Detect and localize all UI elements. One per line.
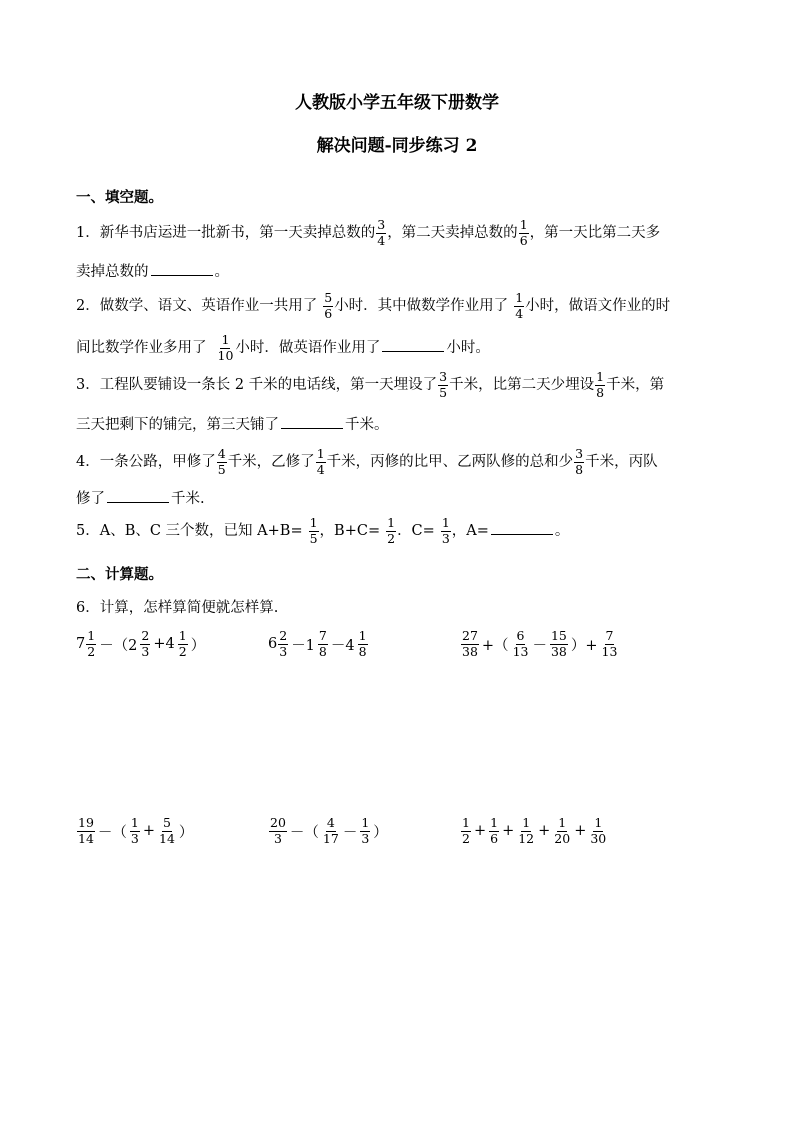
page-title: 人教版小学五年级下册数学 — [295, 93, 499, 113]
fraction: $\frac{5}{6}$ — [324, 290, 333, 321]
question-1-line-1 — [76, 219, 718, 247]
question-4-text: 4．一条公路，甲修了 — [76, 454, 216, 470]
question-3-text: 千米，第 — [606, 377, 665, 393]
fraction: $\frac{1}{5}$ — [309, 515, 318, 546]
question-3-text: 3．工程队要铺设一条长 2 千米的电话线，第一天埋设了 — [76, 377, 438, 393]
question-5-text: ，B+C= — [319, 523, 381, 539]
fraction: $\frac{1}{3}$ — [441, 515, 450, 546]
fraction: $\frac{1}{10}$ — [217, 332, 234, 363]
fraction: $\frac{3}{8}$ — [575, 446, 584, 477]
question-4-line-2 — [76, 487, 718, 508]
fraction: $\frac{2}{3}$ — [279, 628, 288, 659]
answer-blank[interactable] — [107, 490, 169, 503]
fraction: $\frac{1}{12}$ — [518, 815, 535, 846]
answer-blank[interactable] — [491, 522, 553, 535]
question-4-text: 千米，丙队 — [585, 454, 658, 470]
question-2-text: 小时，做语文作业的时 — [525, 298, 671, 314]
question-2-text: 小时．其中做数学作业用了 — [334, 298, 509, 314]
question-1-text: ，第二天卖掉总数的 — [387, 225, 518, 241]
question-2-text: 小时．做英语作业用了 — [235, 340, 381, 356]
fraction: $\frac{4}{17}$ — [322, 815, 339, 846]
fraction: $\frac{1}{4}$ — [316, 446, 325, 477]
question-2-text: 间比数学作业多用了 — [76, 340, 207, 356]
fraction: $\frac{15}{38}$ — [550, 628, 567, 659]
fraction: $\frac{20}{3}$ — [270, 815, 286, 846]
question-3-text: 三天把剩下的铺完，第三天铺了 — [76, 417, 279, 433]
calc-expression-4: $\frac{19}{14}$ －（ $\frac{1}{3}$ + $\frac{5}{14}$ ） — [78, 815, 194, 846]
question-5-text: 5．A、B、C 三个数，已知 A+B= — [76, 523, 303, 539]
fraction: $\frac{1}{4}$ — [515, 290, 524, 321]
question-5-text: ．C= — [397, 523, 435, 539]
question-4-line-1 — [76, 448, 718, 476]
question-2-text: 2．做数学、语文、英语作业一共用了 — [76, 298, 318, 314]
fraction: $\frac{1}{3}$ — [361, 815, 370, 846]
section-fill-blank-heading: 一、填空题。 — [76, 189, 163, 206]
fraction: $\frac{1}{2}$ — [178, 628, 187, 659]
fraction: $\frac{6}{13}$ — [512, 628, 529, 659]
calc-expression-6: $\frac{1}{2}$ + $\frac{1}{6}$ + $\frac{1}{12}$ + $\frac{1}{20}$ + $\frac{1}{30}$ — [462, 815, 607, 846]
question-5-line — [76, 517, 718, 545]
fraction: $\frac{1}{8}$ — [596, 369, 605, 400]
question-1-text: 。 — [214, 264, 229, 280]
fraction: $\frac{1}{2}$ — [87, 628, 96, 659]
fraction: $\frac{19}{14}$ — [78, 815, 94, 846]
question-2-line-1 — [76, 292, 718, 320]
fraction: $\frac{7}{13}$ — [601, 628, 618, 659]
fraction: $\frac{4}{5}$ — [217, 446, 226, 477]
fraction: $\frac{5}{14}$ — [159, 815, 175, 846]
fraction: $\frac{3}{4}$ — [377, 217, 386, 248]
fraction: $\frac{1}{6}$ — [490, 815, 499, 846]
question-6-instruction: 6．计算，怎样算简便就怎样算. — [76, 600, 279, 616]
fraction: $\frac{27}{38}$ — [462, 628, 478, 659]
calc-expression-1: 7 $\frac{1}{2}$ －（2 $\frac{2}{3}$ +4 $\frac{1}{2}$ ） — [76, 628, 206, 659]
question-1-line-2 — [76, 260, 718, 281]
section-calculation-heading: 二、计算题。 — [76, 566, 163, 583]
answer-blank[interactable] — [151, 263, 213, 276]
answer-blank[interactable] — [382, 339, 444, 352]
fraction: $\frac{1}{2}$ — [387, 515, 396, 546]
question-5-text: 。 — [554, 523, 570, 539]
fraction: $\frac{1}{8}$ — [358, 628, 367, 659]
question-3-line-1 — [76, 371, 718, 399]
fraction: $\frac{7}{8}$ — [318, 628, 327, 659]
question-4-text: 千米，乙修了 — [227, 454, 315, 470]
calc-expression-3: $\frac{27}{38}$ +（ $\frac{6}{13}$ － $\frac{15}{38}$ ）+ $\frac{7}{13}$ — [462, 628, 618, 659]
calc-expression-5: $\frac{20}{3}$ －（ $\frac{4}{17}$ － $\frac{1}{3}$ ） — [270, 815, 388, 846]
fraction: $\frac{1}{6}$ — [519, 217, 528, 248]
question-1-text: 卖掉总数的 — [76, 264, 149, 280]
question-3-text: 千米，比第二天少埋设 — [449, 377, 595, 393]
question-3-line-2 — [76, 413, 718, 434]
question-4-text: 千米，丙修的比甲、乙两队修的总和少 — [326, 454, 574, 470]
fraction: $\frac{2}{3}$ — [141, 628, 150, 659]
question-4-text: 修了 — [76, 491, 105, 507]
question-5-text: ，A= — [451, 523, 489, 539]
fraction: $\frac{1}{3}$ — [130, 815, 139, 846]
fraction: $\frac{1}{30}$ — [590, 815, 607, 846]
question-1-text: 1．新华书店运进一批新书，第一天卖掉总数的 — [76, 225, 376, 241]
page-subtitle: 解决问题-同步练习 2 — [316, 136, 478, 156]
answer-blank[interactable] — [281, 416, 343, 429]
calc-expression-2: 6 $\frac{2}{3}$ －1 $\frac{7}{8}$ －4 $\frac{1}{8}$ — [268, 628, 367, 659]
question-4-text: 千米. — [171, 491, 205, 507]
question-2-line-2 — [76, 334, 718, 362]
question-1-text: ，第一天比第二天多 — [529, 225, 661, 241]
question-3-text: 千米。 — [345, 417, 389, 433]
fraction: $\frac{1}{20}$ — [554, 815, 571, 846]
fraction: $\frac{3}{5}$ — [439, 369, 448, 400]
fraction: $\frac{1}{2}$ — [462, 815, 470, 846]
question-2-text: 小时。 — [446, 340, 490, 356]
